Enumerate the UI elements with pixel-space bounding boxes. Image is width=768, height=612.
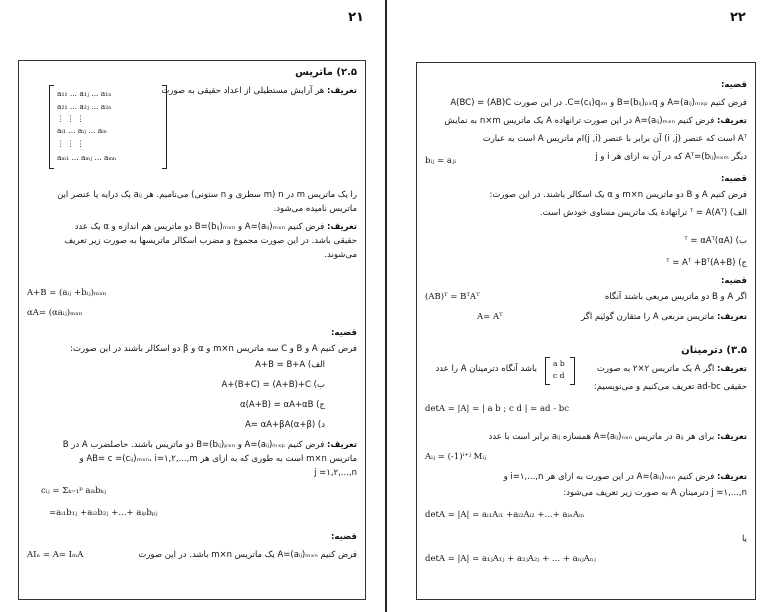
paragraph-line: ماتریس m×n است به طوری که به ازای هر AB= c =(cᵢⱼ)ₘₓₙ، i=۱,۲,...,m و (79, 454, 357, 464)
proposition-text: فرض کنیم A و B و C سه ماتریس m×n و α و β دو اسکالر باشند در این صورت: (70, 344, 357, 354)
equation-cij-expanded: =aᵢ₁b₁ⱼ +aᵢ₂b₂ⱼ +...+ aᵢₚbₚⱼ (49, 508, 158, 518)
definition-label: تعریف: (717, 432, 747, 442)
paragraph-line: j =۱,...,n دترمینان A به صورت زیر تعریف می‌شود: (563, 488, 747, 498)
definition-transpose (425, 115, 747, 127)
definition-cofactor (425, 431, 747, 443)
matrix-row: a₁₁ ... a₁ⱼ ... a₁ₙ (57, 89, 112, 98)
proposition-label: قضیه: (721, 174, 747, 184)
definition-determinant-n (425, 471, 747, 483)
equation-det-row: detA = |A| = aᵢ₁Aᵢ₁ +aᵢ₂Aᵢ₂ +...+ aᵢₙAᵢₙ (425, 510, 585, 520)
proposition-item: الف) A+B = B+A (255, 360, 325, 370)
right-bracket (162, 85, 167, 169)
definition-label: تعریف: (327, 440, 357, 450)
definition-label: تعریف: (717, 364, 747, 374)
proposition-item: د) (α+β)A= αA+βA (244, 420, 325, 430)
content-frame (18, 60, 366, 600)
proposition-text: اگر A و B دو ماتریس مربعی باشند آنگاه (604, 292, 747, 302)
matrix-row: ⋮ ⋮ ⋮ (57, 139, 85, 148)
paragraph-line: می‌شوند. (324, 250, 357, 260)
proposition-text: فرض کنیم A=(aᵢⱼ)ₘₓₙ یک ماتریس m×n باشد. در این صورت (138, 550, 357, 560)
equation-symmetric: A= Aᵀ (477, 312, 503, 322)
paragraph-line: حقیقی باشد. در این صورت مجموع و مضرب اسکالر ماتریسها به صورت زیر تعریف (64, 236, 357, 246)
definition-text: فرض کنیم A=(aᵢⱼ)ₘₓₚ و B=(bᵢⱼ)ₚₓₙ دو ماتریس باشند. حاصلضرب A در B (62, 440, 325, 450)
paragraph-line: j =۱,۲,...,n (314, 468, 357, 478)
definition-text: هر آرایش مستطیلی از اعداد حقیقی به صورت (161, 86, 325, 96)
matrix-row: c d (553, 371, 565, 380)
proposition-item: ب) (αA)ᵀ = αAᵀ (684, 236, 747, 246)
definition-label: تعریف: (717, 472, 747, 482)
proposition-text: فرض کنیم A و B دو ماتریس m×n و α یک اسکالر باشند. در این صورت: (489, 190, 747, 200)
general-matrix (49, 85, 167, 169)
proposition-label: قضیه: (331, 532, 357, 542)
definition-text: برای هر aᵢⱼ در ماتریس A=(aᵢⱼ)ₙₓₙ همسازه aᵢⱼ برابر است با عدد (488, 432, 715, 442)
equation-cofactor: Aᵢⱼ = (-1)ⁱ⁺ʲ Mᵢⱼ (425, 452, 487, 462)
proposition-label: قضیه: (721, 80, 747, 90)
content-frame (416, 62, 756, 600)
definition-text: ماتریس مربعی A را متقارن گوئیم اگر (581, 312, 715, 322)
page-number: ۲۱ (348, 10, 364, 25)
definition-label: تعریف: (327, 86, 357, 96)
definition-label: تعریف: (717, 116, 747, 126)
matrix-row: ⋮ ⋮ ⋮ (57, 114, 85, 123)
matrix-row: a b (553, 359, 565, 368)
equation-transpose: bᵢⱼ = aⱼᵢ (425, 156, 456, 166)
paragraph-line: باشد آنگاه دترمینان A را عدد (435, 364, 537, 374)
paragraph-line: ماتریس نامیده می‌شود. (273, 204, 357, 214)
proposition-label: قضیه: (331, 328, 357, 338)
paragraph-line: دیگر Aᵀ=(bᵢⱼ)ₙₓₘ که در آن به ازای هر i و j (595, 152, 747, 162)
definition-product (27, 439, 357, 451)
right-page (386, 0, 768, 612)
proposition-item: الف) (Aᵀ)ᵀ = A ترانهادهٔ یک ماتریس مساوی خودش است. (539, 208, 747, 218)
definition-label: تعریف: (717, 312, 747, 322)
equation-det2: detA = |A| = | a b ; c d | = ad - bc (425, 404, 569, 414)
equation-identity: AIₙ = A= IₘA (27, 550, 84, 560)
left-bracket (49, 85, 54, 169)
equation-det-column: detA = |A| = a₁ⱼA₁ⱼ + a₂ⱼA₂ⱼ + ... + aₙⱼAₙⱼ (425, 554, 596, 564)
proposition-label: قضیه: (721, 276, 747, 286)
proposition-item: ج) (A+B)ᵀ = Aᵀ +Bᵀ (666, 258, 747, 268)
definition-symmetric (537, 311, 747, 323)
paragraph-line: را یک ماتریس m در n (m سطری و n ستونی) می‌نامیم. هر aᵢⱼ یک درایه یا عنصر این (57, 190, 357, 200)
equation-cij: cᵢⱼ = Σₖ₌₁ᵖ aᵢₖbₖⱼ (41, 486, 107, 496)
definition-text: فرض کنیم A=(aᵢⱼ)ₘₓₙ در این صورت ترانهاده A یک ماتریس n×m به نمایش (444, 116, 715, 126)
equation-sum: A+B = (aᵢⱼ +bᵢⱼ)ₘₓₙ (27, 288, 107, 298)
equation-scalar: αA= (αaᵢⱼ)ₘₓₙ (27, 308, 83, 318)
matrix-row: a₂₁ ... a₂ⱼ ... a₂ₙ (57, 102, 112, 111)
definition-text: اگر A یک ماتریس ۲×۲ به صورت (596, 364, 715, 374)
matrix-row: aₘ₁ ... aₘⱼ ... aₘₙ (57, 153, 117, 162)
section-heading: ۲.۵) ماتریس (295, 67, 357, 78)
definition-determinant (587, 363, 747, 375)
or-text: یا (742, 534, 747, 544)
paragraph-line: حقیقی ad-bc تعریف می‌کنیم و می‌نویسیم: (593, 382, 747, 392)
proposition-text: فرض کنیم A=(aᵢⱼ)ₘₓₚ و B=(bᵢⱼ)ₚₓq و C=(cᵢⱼ)qₓₙ. در این صورت A(BC) = (AB)C (450, 98, 747, 108)
definition-text: فرض کنیم A=(aᵢⱼ)ₙₓₙ در این صورت به ازای هر i=۱,...,n و (503, 472, 715, 482)
matrix-row: aᵢ₁ ... aᵢⱼ ... aᵢₙ (57, 126, 108, 135)
definition-sum (27, 221, 357, 233)
section-heading: ۳.۵) دترمینان (681, 345, 747, 356)
page-number: ۲۲ (730, 10, 746, 25)
equation-transpose-product: (AB)ᵀ = BᵀAᵀ (425, 292, 480, 302)
proposition-item: ب) A+(B+C) = (A+B)+C (221, 380, 325, 390)
definition-text: فرض کنیم A=(aᵢⱼ)ₘₓₙ و B=(bᵢⱼ)ₘₓₙ دو ماتریس هم اندازه و α یک عدد (74, 222, 325, 232)
definition-label: تعریف: (327, 222, 357, 232)
paragraph-line: Aᵀ است که عنصر (i ,j) آن برابر با عنصر (j ,i)ام ماتریس A است به عبارت (482, 134, 747, 144)
proposition-item: ج) α(A+B) = αA+αB (239, 400, 325, 410)
